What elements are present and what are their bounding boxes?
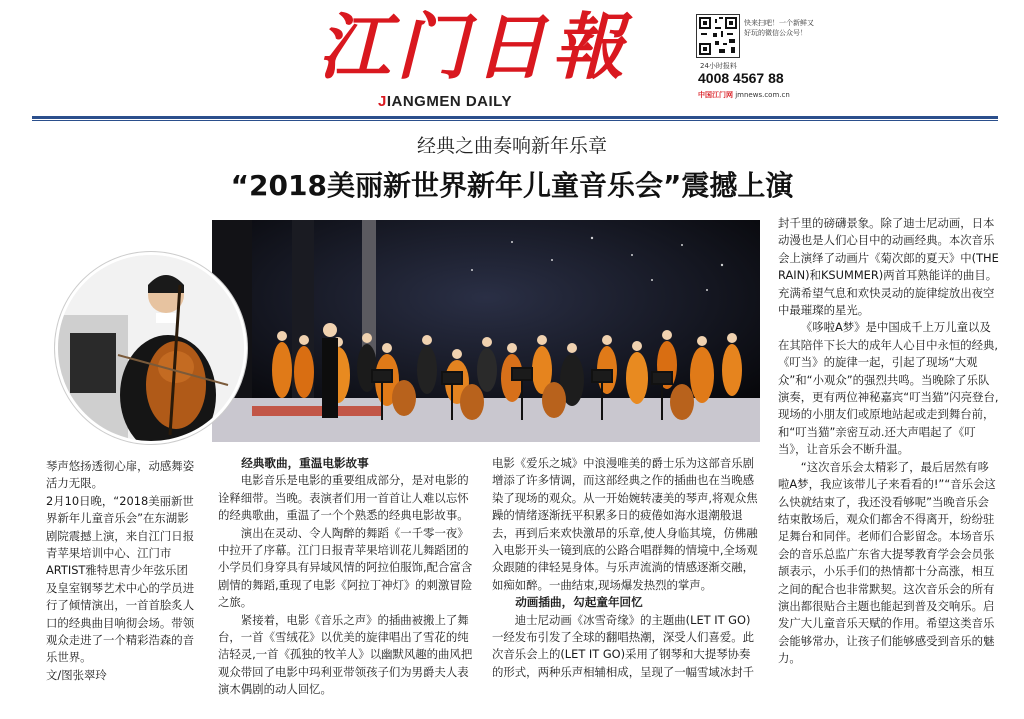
site-url: jmnews.com.cn [735, 91, 790, 99]
article-kicker: 经典之曲奏响新年乐章 [416, 135, 607, 157]
byline: 文/图张翠玲 [46, 667, 107, 682]
article-column-4 [778, 215, 1000, 668]
section-heading-animation: 动画插曲，勾起童年回忆 [515, 595, 643, 610]
qr-note: 快来扫吧！一个新鲜又好玩的微信公众号！ [744, 19, 814, 37]
site-brand: 中国江门网 [698, 91, 733, 99]
header-rule-thin [32, 120, 998, 121]
col4-lead: 封千里的磅礴景象。除了迪士尼动画，日本动漫也是人们心目中的动画经典。本次音乐会上演绎了动画片《菊次郎的夏天》中(THE RAIN)和KSUMMER)两首耳熟能详的曲目。充满希望气息和欢快灵动的旋律绽放出夜空中最璀璨的星光。 [778, 216, 999, 318]
col4-para-1: 《哆啦A梦》是中国成千上万儿童以及在其陪伴下长大的成年人心目中永恒的经典,《叮当》的旋律一起，引起了现场“大观众”和“小观众”的强烈共鸣。当晚除了乐队演奏，更有两位神秘嘉宾“叮当猫”闪亮登台,现场的小朋友们或原地站起或走到舞台前，和“叮当猫”亲密互动.还大声唱起了《叮当》，让音乐会不断升温。 [778, 320, 999, 457]
masthead-subtitle-mark: J [378, 93, 387, 110]
hotline-number: 4008 4567 88 [698, 70, 784, 86]
col2-para-1: 电影音乐是电影的重要组成部分，是对电影的诠释细带。当晚。表演者们用一首首让人难以忘怀的经典歌曲，重温了一个个熟悉的经典电影故事。 [218, 473, 469, 523]
site-info [698, 90, 790, 100]
col3-lead: 电影《爱乐之城》中浪漫唯美的爵士乐为这部音乐剧增添了许多情调，而这部经典之作的插曲也在当晚感染了现场的观众。从一开始婉转凄美的琴声,将观众焦躁的情绪逐渐抚平积累多日的疲倦如海水退潮般退去，再到后来欢快激昂的乐章,使人身临其境，仿佛融入电影开头一镜到底的公路合唱群舞的情境中,全场观众跟随的律轻晃身体。与乐声流淌的情感逐渐交融，如痴如醉。一曲结束,现场爆发热烈的掌声。 [492, 456, 758, 592]
masthead-title: 江门日報 [318, 4, 631, 89]
article-column-1 [46, 458, 198, 684]
section-heading-film: 经典歌曲，重温电影故事 [241, 456, 369, 470]
article-headline: “2018美丽新世界新年儿童音乐会”震撼上演 [230, 169, 794, 202]
masthead-subtitle [378, 93, 512, 110]
col1-para-2: 2月10日晚，“2018美丽新世界新年儿童音乐会”在东湖影剧院震撼上演，来自江门日报青苹果培训中心、江门市ARTIST雅特思青少年弦乐团及皇室钢琴艺术中心的学员进行了倾情演出，一首首脍炙人口的经典曲目响彻会场。带领观众走进了一个精彩浩森的音乐世界。 [46, 493, 195, 665]
cellist-inset-photo [55, 252, 247, 444]
article-column-3 [492, 455, 760, 681]
header-rule [32, 116, 998, 119]
col2-para-2: 演出在灵动、令人陶醉的舞蹈《一千零一夜》中拉开了序幕。江门日报青苹果培训花儿舞蹈团的小学员们身穿具有异域风情的阿拉伯服饰,配合富含剧情的舞蹈,重现了电影《阿拉丁神灯》的刺激冒险之旅。 [218, 525, 473, 610]
concert-photo [212, 220, 760, 442]
hotline-label: 24小时报料 [700, 62, 737, 70]
qr-code-icon [696, 14, 740, 58]
col2-para-3: 紧接着，电影《音乐之声》的插曲被搬上了舞台，一首《雪绒花》以优美的旋律唱出了雪花的纯洁轻灵,一首《孤独的牧羊人》以幽默风趣的曲风把观众带回了电影中玛利亚带领孩子们为男爵夫人表演木偶剧的动人回忆。 [218, 612, 473, 697]
col4-para-2: “这次音乐会太精彩了，最后居然有哆啦A梦，我应该带儿子来看看的!”“音乐会这么快就结束了，我还没看够呢”当晚音乐会结束散场后，观众们都舍不得离开，纷纷驻足舞台和同伴。老师们合影留念。本场音乐会的音乐总监广东省大提琴教育学会会员张颉表示，小乐手们的热情都十分高涨，相互之间的配合也非常默契。这次音乐会的所有演出都很贴合主题也能起到普及交响乐。启发广大儿童音乐天赋的作用。希望这类音乐会能够常办，让孩子们能够感受到音乐的魅力。 [778, 459, 996, 666]
masthead-subtitle-text: IANGMEN DAILY [386, 93, 512, 110]
col1-para-1: 琴声悠扬透彻心扉，动感舞姿活力无限。 [46, 459, 195, 491]
article-column-2 [218, 455, 476, 699]
col3-para-1: 迪士尼动画《冰雪奇缘》的主题曲(LET IT GO)一经发布引发了全球的翻唱热潮，深受人们喜爱。此次音乐会上的(LET IT GO)采用了钢琴和大提琴协奏的形式，两种乐声相辅相成，呈现了一幅雪域冰封千 [492, 612, 754, 679]
